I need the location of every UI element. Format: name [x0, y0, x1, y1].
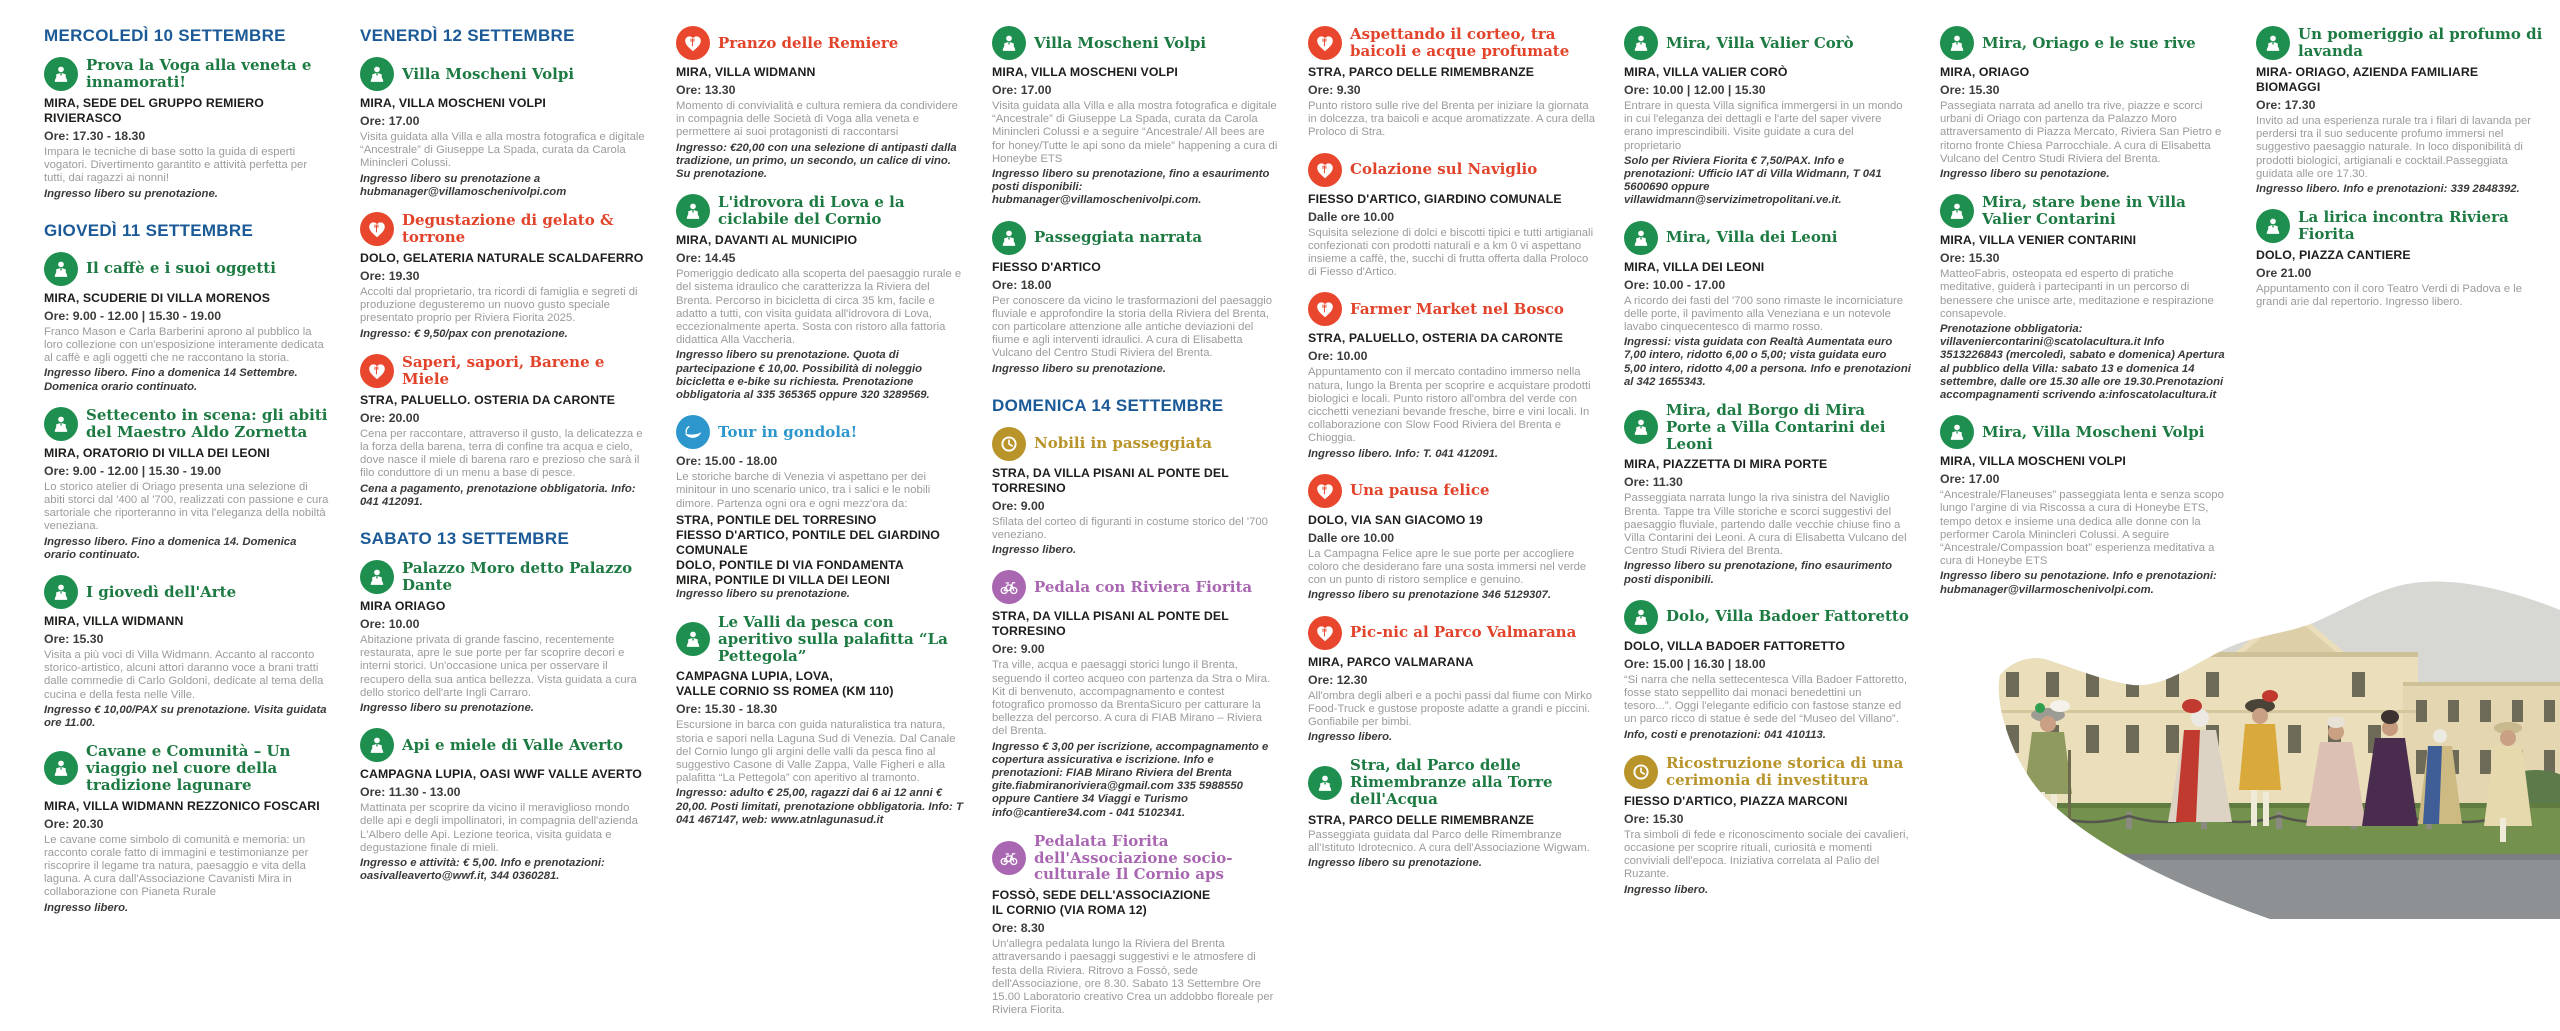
event-time: Ore: 15.30 [1940, 83, 2000, 97]
event-location: MIRA, VILLA VENIER CONTARINI [1940, 233, 2137, 248]
event-card [676, 614, 963, 827]
event-title: Un pomeriggio al profumo di lavanda [2298, 25, 2543, 60]
event-location: STRA, DA VILLA PISANI AL PONTE DEL TORRESINO [992, 609, 1229, 639]
event-note: Ingresso libero su prenotazione a hubmanager@villamoschenivolpi.com [360, 172, 567, 198]
event-title: Mira, stare bene in Villa Valier Contarini [1982, 193, 2186, 229]
event-card [44, 407, 331, 562]
column-2 [360, 26, 647, 1031]
event-time: Ore: 9.30 [1308, 83, 1361, 97]
column-4 [992, 26, 1279, 1031]
event-note: Ingresso libero. Info: T. 041 412091. [1308, 447, 1499, 460]
event-card [676, 415, 963, 601]
event-location: STRA, PALUELLO, OSTERIA DA CARONTE [1308, 331, 1564, 346]
event-note: Info, costi e prenotazioni: 041 410113. [1624, 728, 1826, 741]
event-title: Aspettando il corteo, tra baicoli e acque profumate [1350, 25, 1570, 60]
event-location: DOLO, GELATERIA NATURALE SCALDAFERRO [360, 251, 644, 266]
event-title: Palazzo Moro detto Palazzo Dante [402, 559, 633, 595]
event-location: DOLO, VIA SAN GIACOMO 19 [1308, 512, 1483, 527]
event-title: L'idrovora di Lova e la ciclabile del Cornio [718, 193, 905, 229]
person-reading-guided-visit-icon [1624, 600, 1658, 634]
event-head [676, 26, 963, 60]
event-note: Ingresso: €20,00 con una selezione di antipasti dalla tradizione, un primo, un secondo, un calice di vino. Su prenotazione. [676, 141, 957, 181]
event-head [1624, 755, 1911, 789]
event-note: Ingresso libero. [1308, 731, 1393, 744]
event-description: Le cavane come simbolo di comunità e memoria: un racconto corale fatto di immagini e testimonianze per riscoprire il legame tra natura, paesaggio e vita della laguna. A cura dall'Associazione Cavanisti Mira in collaborazione con Pianeta Rurale [44, 833, 309, 899]
event-note: Ingresso libero. Info e prenotazioni: 339 2848392. [2256, 183, 2520, 196]
event-location: MIRA, VILLA WIDMANN [44, 614, 184, 629]
event-head [992, 221, 1279, 255]
event-title: Saperi, sapori, Barene e Miele [402, 353, 605, 388]
event-time: Dalle ore 10.00 [1308, 209, 1395, 224]
event-time: Ore: 17.00 [1940, 472, 2000, 487]
event-location: VALLE CORNIO SS ROMEA (KM 110) [676, 684, 894, 699]
event-card [1624, 600, 1911, 742]
event-title: Passeggiata narrata [1034, 228, 1203, 247]
event-card [992, 26, 1279, 208]
clock-historic-event-icon [1624, 755, 1658, 789]
event-head [1308, 474, 1595, 508]
event-head [676, 614, 963, 664]
event-head [2256, 209, 2543, 243]
event-head [44, 57, 331, 91]
event-location: STRA, PARCO DELLE RIMEMBRANZE [1308, 812, 1535, 827]
person-reading-guided-visit-icon [44, 407, 78, 441]
person-reading-guided-visit-icon [1624, 410, 1658, 444]
event-head [1308, 153, 1595, 187]
heart-fork-food-tasting-icon [1308, 292, 1342, 326]
event-time: Ore: 17.30 [2256, 98, 2316, 112]
person-reading-guided-visit-icon [360, 728, 394, 762]
event-time: Ore: 20.00 [360, 410, 420, 425]
event-time: Ore: 19.30 [360, 269, 420, 284]
event-description: Per conoscere da vicino le trasformazioni del paesaggio fluviale e approfondire la storia della Riviera del Brenta, con particolare attenzione alle antiche deviazioni del fiume e agli interventi idraulici. A cura di Elisabetta Vulcano del Centro Studi Riviera del Brenta. [992, 294, 1273, 360]
person-reading-guided-visit-icon [1940, 26, 1974, 60]
person-reading-guided-visit-icon [1308, 766, 1342, 800]
event-card [1308, 757, 1595, 870]
heart-fork-food-tasting-icon [1308, 153, 1342, 187]
event-card [44, 252, 331, 394]
event-card [1940, 194, 2227, 402]
event-card [1624, 402, 1911, 587]
event-time: Ore: 11.30 [1624, 475, 1683, 490]
column-5 [1308, 26, 1595, 1031]
event-description: Appuntamento con il coro Teatro Verdi di Padova e le grandi arie dal repertorio. Ingresso libero. [2256, 283, 2523, 309]
event-description: Abitazione privata di grande fascino, recentemente restaurata, apre le sue porte per far scoprire decori e interni storici. Un'occasione unica per osservare il recupero della sua antica bellezza. Vista guidata a cura dello storico dell'arte Ingli Carraro. [360, 634, 637, 699]
event-head [1624, 402, 1911, 452]
event-time: Ore: 15.00 | 16.30 | 18.00 [1624, 656, 1766, 671]
person-reading-guided-visit-icon [44, 57, 78, 91]
event-location: FIESSO D'ARTICO [992, 259, 1101, 274]
event-title: Pranzo delle Remiere [718, 33, 899, 52]
event-card [360, 212, 647, 341]
heart-fork-food-tasting-icon [1308, 26, 1342, 60]
event-time: Ore: 17.30 - 18.30 [44, 129, 146, 143]
event-location: FIESSO D'ARTICO, PIAZZA MARCONI [1624, 793, 1848, 808]
day-header: GIOVEDÌ 11 SETTEMBRE [44, 220, 254, 240]
person-reading-guided-visit-icon [2256, 209, 2290, 243]
event-description: Visita guidata alla Villa e alla mostra fotografica e digitale “Ancestrale” di Giuseppe La Spada, curata da Carola Minincleri Colussi. [360, 131, 645, 170]
event-head [360, 560, 647, 594]
person-reading-guided-visit-icon [44, 751, 78, 785]
event-card [1624, 221, 1911, 389]
event-note: Ingresso libero. Fino a domenica 14. Domenica orario continuato. [44, 535, 297, 561]
event-description: Pomeriggio dedicato alla scoperta del paesaggio rurale e del sistema idraulico che caratterizza la Riviera del Brenta. Percorso in bicicletta di circa 35 km, facile e adatto a tutti, con visita guidata all'idrovora di Lova, eccezionalmente aperta. Sosta con ristoro alla fattoria didattica Alla Vaccheria. [676, 268, 962, 347]
event-location: CAMPAGNA LUPIA, OASI WWF VALLE AVERTO [360, 767, 642, 782]
event-title: Settecento in scena: gli abiti del Maestro Aldo Zornetta [86, 406, 328, 441]
event-head [992, 427, 1279, 461]
event-location: MIRA ORIAGO [360, 599, 446, 614]
person-reading-guided-visit-icon [676, 194, 710, 228]
event-time: Ore: 10.00 | 12.00 | 15.30 [1624, 83, 1766, 97]
event-time: Ore: 9.00 [992, 642, 1045, 657]
event-time: Dalle ore 10.00 [1308, 530, 1395, 545]
event-time: Ore: 18.00 [992, 277, 1052, 292]
event-title: Villa Moscheni Volpi [1034, 33, 1207, 52]
event-card [44, 575, 331, 730]
event-location: MIRA, VILLA VALIER CORÒ [1624, 65, 1788, 79]
event-description: Appuntamento con il mercato contadino immerso nella natura, lungo la Brenta per scoprire e acquistare prodotti biologici e locali. Punto ristoro all'ombra del verde con cicchetti veneziani bevande fresche, birre e vini locali. In collaborazione con Slow Food Riviera del Brenta e Chioggia. [1308, 366, 1591, 445]
event-note: Ingressi: vista guidata con Realtà Aumentata euro 7,00 intero, ridotto 6,00 o 5,00; vista guidata euro 5,00 intero, ridotto 4,00 a persona. Info e prenotazioni al 342 1655343. [1624, 336, 1911, 388]
event-head [676, 415, 963, 449]
event-head [360, 57, 647, 91]
event-card [676, 194, 963, 402]
event-head [1940, 415, 2227, 449]
event-head [992, 833, 1279, 883]
event-card [44, 743, 331, 915]
event-note: Ingresso libero su penotazione. [1940, 168, 2110, 181]
event-card [1624, 26, 1911, 208]
event-note: Ingresso libero. [992, 544, 1077, 557]
event-description: Mattinata per scoprire da vicino il meraviglioso mondo delle api e degli impollinatori, in compagnia dell'azienda L'Albero delle Api. Lezione teorica, visita guidata e degustazione finale di mieli. [360, 802, 638, 854]
event-location: FIESSO D'ARTICO, GIARDINO COMUNALE [1308, 191, 1562, 206]
person-reading-guided-visit-icon [676, 622, 710, 656]
event-location: IL CORNIO (VIA ROMA 12) [992, 903, 1147, 918]
person-reading-guided-visit-icon [360, 560, 394, 594]
heart-fork-food-tasting-icon [1308, 616, 1342, 650]
event-note: Ingresso libero su prenotazione. [44, 187, 218, 200]
event-time: Ore: 10.00 [360, 617, 420, 632]
event-location: DOLO, PIAZZA CANTIERE [2256, 248, 2411, 263]
event-description: Punto ristoro sulle rive del Brenta per iniziare la giornata in dolcezza, tra baicoli e acque aromatizzate. A cura della Proloco di Stra. [1308, 100, 1595, 139]
heart-fork-food-tasting-icon [360, 354, 394, 388]
event-title: Pedalata Fiorita dell'Associazione socio-culturale Il Cornio aps [1034, 831, 1233, 884]
person-reading-guided-visit-icon [1624, 221, 1658, 255]
event-card [992, 427, 1279, 558]
parade-photo-illustration [1948, 560, 2560, 919]
event-title: Mira, Villa Valier Corò [1666, 33, 1854, 52]
event-location: CAMPAGNA LUPIA, LOVA, [676, 669, 833, 684]
event-description: Cena per raccontare, attraverso il gusto, la delicatezza e la forza della barena, terra di confine tra acqua e cielo, dove nasce il miele di barena raro e prezioso che sarà il filo conduttore di un menu a base di pesce. [360, 427, 643, 480]
person-reading-guided-visit-icon [1940, 194, 1974, 228]
event-description: Squisita selezione di dolci e biscotti tipici e tutti artigianali confezionati con prodotti naturali e a km 0 vi aspettano insieme a caffè, the, succhi di frutta offerta dalla Proloco di Fiesso d'Artico. [1308, 226, 1594, 279]
event-card [1308, 153, 1595, 280]
event-title: Le Valli da pesca con aperitivo sulla palafitta “La Pettegola” [718, 613, 948, 665]
event-note: Ingresso libero su prenotazione, fino esaurimento posti disponibili. [1624, 560, 1893, 586]
event-title: Farmer Market nel Bosco [1350, 300, 1564, 319]
event-title: Nobili in passeggiata [1034, 434, 1213, 453]
event-card [992, 833, 1279, 1018]
event-title: Stra, dal Parco delle Rimembranze alla Torre dell'Acqua [1350, 756, 1553, 809]
column-6 [1624, 26, 1911, 1031]
event-time: Ore: 11.30 - 13.00 [360, 785, 461, 800]
event-title: Pedala con Riviera Fiorita [1034, 578, 1253, 597]
event-description: La Campagna Felice apre le sue porte per accogliere coloro che desiderano fare una sosta immersi nel verde con un punto di ristoro semplice e genuino. [1308, 547, 1587, 587]
event-head [360, 212, 647, 246]
event-title: Il caffè e i suoi oggetti [86, 259, 276, 278]
event-location: MIRA, DAVANTI AL MUNICIPIO [676, 233, 858, 248]
event-note: Ingresso € 3,00 per iscrizione, accompagnamento e copertura assicurativa e iscrizione. Info e prenotazioni: FIAB Mirano Riviera del Brenta gite.fiabmiranoriviera@gmail.com 335 5988550 oppure Cantiere 34 Viaggi e Turismo info@cantiere34.com - 041 5102341. [992, 740, 1269, 819]
event-head [992, 570, 1279, 604]
bicycle-ride-icon [992, 841, 1026, 875]
event-title: Villa Moscheni Volpi [402, 64, 575, 83]
event-head [1308, 757, 1595, 807]
person-reading-guided-visit-icon [1624, 26, 1658, 60]
clock-historic-event-icon [992, 427, 1026, 461]
event-card [1308, 26, 1595, 140]
event-description: All'ombra degli alberi e a pochi passi dal fiume con Mirko Food-Truck e gustose proposte adatte a grandi e piccini. Gonfiabile per bimbi. [1308, 689, 1593, 729]
event-description: Un'allegra pedalata lungo la Riviera del Brenta attraversando i paesaggi suggestivi e le atmosfere di festa della Riviera. Ritrovo a Fossò, sede dell'Associazione, ore 8.30. Sabato 13 Settembre Ore 15.00 Laboratorio creativo Crea un addobbo floreale per Riviera Fiorita. [992, 938, 1274, 1017]
event-time: Ore: 10.00 [1308, 349, 1368, 364]
event-card [360, 354, 647, 509]
event-note: Ingresso libero su prenotazione 346 5129307. [1308, 589, 1551, 602]
event-location: MIRA, PARCO VALMARANA [1308, 654, 1474, 669]
event-description: Sfilata del corteo di figuranti in costume storico del '700 veneziano. [992, 515, 1268, 542]
event-title: Prova la Voga alla veneta e innamorati! [86, 56, 312, 91]
event-description: Tra ville, acqua e paesaggi storici lungo il Brenta, seguendo il corteo acqueo con partenza da Stra o Mira. Kit di benvenuto, accompagnamento e contest fotografico promosso da BrentaSicuro per catturare la bellezza del percorso. A cura di FIAB Mirano – Riviera del Brenta. [992, 659, 1271, 738]
event-head [676, 194, 963, 228]
event-time: Ore: 12.30 [1308, 672, 1368, 687]
event-location: MIRA, ORATORIO DI VILLA DEI LEONI [44, 445, 270, 460]
event-description: “Si narra che nella settecentesca Villa Badoer Fattoretto, fosse stato seppellito dai monaci benedettini un tesoro...”. Oggi l'elegante edificio con fastose stanze ed un parco ricco di statue è sede del “Museo del Villano”. [1624, 673, 1907, 726]
event-location: STRA, PALUELLO. OSTERIA DA CARONTE [360, 392, 616, 407]
event-note: Ingresso libero. [44, 901, 129, 914]
event-note: Ingresso libero. Fino a domenica 14 Settembre. Domenica orario continuato. [44, 367, 298, 393]
event-time: Ore: 10.00 - 17.00 [1624, 277, 1726, 292]
day-header: VENERDÌ 12 SETTEMBRE [360, 26, 575, 45]
bicycle-ride-icon [992, 570, 1026, 604]
event-time: Ore 21.00 [2256, 266, 2312, 281]
event-description: A ricordo dei fasti del '700 sono rimaste le incorniciature delle porte, il pavimento alla Veneziana e un notevole lavabo cinquecentesco di marmo rosso. [1624, 294, 1904, 334]
heart-fork-food-tasting-icon [676, 26, 710, 60]
event-time: Ore: 15.30 - 18.30 [676, 702, 778, 717]
person-reading-guided-visit-icon [44, 575, 78, 609]
day-header: SABATO 13 SETTEMBRE [360, 529, 570, 549]
gondola-boat-icon [676, 415, 710, 449]
event-card [1308, 292, 1595, 460]
event-title: I giovedì dell'Arte [86, 582, 237, 601]
event-title: Ricostruzione storica di una cerimonia di investitura [1666, 754, 1904, 789]
event-time: Ore: 13.30 [676, 83, 736, 97]
event-note: Ingresso e attività: € 5,00. Info e prenotazioni: oasivalleaverto@wwf.it, 344 0360281. [360, 857, 605, 883]
event-time: Ore: 9.00 - 12.00 | 15.30 - 19.00 [44, 308, 222, 323]
event-description: Franco Mason e Carla Barberini aprono al pubblico la loro collezione con un'esposizione interamente dedicata al caffè e agli oggetti che ne raccontano la storia. [44, 325, 324, 365]
event-departure-point: FIESSO D'ARTICO, PONTILE DEL GIARDINO COMUNALE [676, 527, 940, 557]
event-location: MIRA- ORIAGO, AZIENDA FAMILIARE BIOMAGGI [2256, 65, 2479, 94]
event-card [1624, 755, 1911, 897]
event-description: Escursione in barca con guida naturalistica tra natura, storia e sapori nella Laguna Sud di Venezia. Dal Canale del Cornio lungo gli argini delle valli da pesca fino al suggestivo Casone di Valle Zappa, Valle Figheri e alla palafitta “La Pettegola” con aperitivo al tramonto. [676, 719, 956, 785]
event-location: MIRA, SEDE DEL GRUPPO REMIERO RIVIERASCO [44, 96, 264, 125]
event-card [1940, 26, 2227, 181]
event-card [1308, 474, 1595, 603]
event-time: Ore: 15.30 [1624, 811, 1684, 826]
event-note: Solo per Riviera Fiorita € 7,50/PAX. Info e prenotazioni: Ufficio IAT di Villa Widmann, T 041 5600690 oppure villawidmann@servizimetropolitani.ve.it. [1624, 154, 1882, 207]
event-head [1624, 600, 1911, 634]
event-location: MIRA, VILLA WIDMANN REZZONICO FOSCARI [44, 798, 320, 813]
event-head [360, 354, 647, 388]
event-note: Ingresso libero su prenotazione. [992, 362, 1166, 375]
event-head [44, 575, 331, 609]
heart-fork-food-tasting-icon [1308, 474, 1342, 508]
event-departure-point: DOLO, PONTILE DI VIA FONDAMENTA [676, 557, 904, 572]
event-description: Tra simboli di fede e riconoscimento sociale dei cavalieri, occasione per scoprire rituali, curiosità e momenti conviviali dell'epoca. Iniziativa correlata al Palio del Ruzante. [1624, 828, 1909, 881]
event-note: Ingresso libero su prenotazione. [1308, 857, 1482, 870]
event-head [1308, 26, 1595, 60]
day-header: DOMENICA 14 SETTEMBRE [992, 395, 1224, 415]
event-title: Mira, dal Borgo di Mira Porte a Villa Contarini dei Leoni [1666, 401, 1886, 453]
event-head [44, 407, 331, 441]
event-head [1624, 221, 1911, 255]
event-time: Ore: 15.30 [1940, 251, 2000, 266]
event-description: Passeggiata narrata lungo la riva sinistra del Naviglio Brenta. Tappe tra Ville storiche e scorci suggestivi del paesaggio fluviale, partendo dalle vecchie chiuse fino a Villa Contarini dei Leoni. A cura di Elisabetta Vulcano del Centro Studi Riviera del Brenta. [1624, 492, 1907, 558]
event-description: Momento di convivialità e cultura remiera da condividere in compagnia delle Società di Voga alla veneta e permettere ai suoi protagonisti di raccontarsi [676, 100, 958, 139]
event-title: Mira, Villa Moscheni Volpi [1982, 422, 2205, 441]
event-card [1308, 616, 1595, 745]
event-title: Cavane e Comunità – Un viaggio nel cuore della tradizione lagunare [86, 742, 291, 794]
event-time: Ore: 14.45 [676, 251, 736, 266]
event-departure-point: MIRA, PONTILE DI VILLA DEI LEONI [676, 572, 890, 587]
event-head [1940, 194, 2227, 228]
event-title: La lirica incontra Riviera Fiorita [2298, 208, 2509, 244]
event-head [360, 728, 647, 762]
event-location: MIRA, VILLA MOSCHENI VOLPI [1940, 454, 2126, 469]
event-description: Visita a più voci di Villa Widmann. Accanto al racconto storico-artistico, alcuni attori daranno voce a brani tratti dalle commedie di Carlo Goldoni, dedicate al tema della cucina e della festa nelle Ville. [44, 649, 324, 701]
event-title: Dolo, Villa Badoer Fattoretto [1666, 607, 1909, 626]
event-description: Passegiata narrata ad anello tra rive, piazze e scorci urbani di Oriago con partenza da Palazzo Moro attraversamento di Piazza Mercato, Riviera San Pietro e ritorno fronte Chiesa Parrocchiale. A cura di Elisabetta Vulcano del Centro Studi Riviera del Brenta. [1940, 100, 2222, 165]
event-card [992, 570, 1279, 819]
heart-fork-food-tasting-icon [360, 212, 394, 246]
event-description: Passeggiata guidata dal Parco delle Rimembranze all'Istituto Idrotecnico. A cura dell'Associazione Wigwam. [1308, 828, 1590, 855]
event-card [992, 221, 1279, 376]
event-note: Ingresso libero su prenotazione. [676, 587, 850, 600]
event-note: Ingresso libero su penotazione. Info e prenotazioni: hubmanager@villarmoschenivolpi.com. [1940, 570, 2217, 596]
event-time: Ore: 17.00 [992, 83, 1052, 97]
event-note: Prenotazione obbligatoria: villaveniercontarini@scatolacultura.it Info 3513226843 (mercoledì, sabato e domenica) Apertura al pubblico della Villa: sabato 13 e domenica 14 settembre, dalle ore 15.30 alle ore 19.30.Prenotazioni accompagnamenti scrivendo a:infoscatolacultura.it [1940, 323, 2225, 402]
event-location: MIRA, VILLA WIDMANN [676, 65, 816, 79]
event-departure-point: STRA, PONTILE DEL TORRESINO [676, 512, 877, 527]
event-head [44, 743, 331, 793]
event-card [44, 57, 331, 201]
event-head [1308, 292, 1595, 326]
event-note: Ingresso libero su prenotazione. Quota di partecipazione € 10,00. Possibilità di noleggio bicicletta e e-bike su richiesta. Prenotazione obbligatoria al 335 365365 oppure 320 3289569. [676, 349, 930, 402]
event-note: Cena a pagamento, prenotazione obbligatoria. Info: 041 412091. [360, 482, 636, 508]
event-note: Ingresso libero su prenotazione, fino a esaurimento posti disponibili: hubmanager@villamoschenivolpi.com. [992, 168, 1270, 207]
event-description: Le storiche barche di Venezia vi aspettano per dei minitour in uno scenario unico, tra i salici e le nobili dimore. Partenza ogni ora e ogni mezz'ora da: [676, 471, 931, 510]
event-head [1624, 26, 1911, 60]
event-head [2256, 26, 2543, 60]
day-header: MERCOLEDÌ 10 SETTEMBRE [44, 26, 286, 45]
event-location: STRA, PARCO DELLE RIMEMBRANZE [1308, 65, 1535, 79]
event-title: Una pausa felice [1350, 481, 1490, 500]
event-time: Ore: 8.30 [992, 921, 1045, 936]
historic-parade-photo [1948, 560, 2560, 919]
event-description: Invito ad una esperienza rurale tra i filari di lavanda per perdersi tra il suo seducente profumo immersi nel suggestivo paesaggio naturale. In loco disponibilità di prodotti biologici, artigianali e cocktail.Passeggiata guidata alle ore 17.30. [2256, 115, 2532, 180]
event-head [1940, 26, 2227, 60]
event-card [2256, 209, 2543, 309]
event-note: Ingresso € 10,00/PAX su prenotazione. Visita guidata ore 11.00. [44, 703, 327, 730]
event-location: MIRA, ORIAGO [1940, 65, 2030, 79]
event-time: Ore: 9.00 - 12.00 | 15.30 - 19.00 [44, 463, 222, 478]
event-card [360, 728, 647, 883]
event-location: MIRA, VILLA MOSCHENI VOLPI [992, 65, 1178, 79]
event-note: Ingresso: adulto € 25,00, ragazzi dai 6 ai 12 anni € 20,00. Posti limitati, prenotazione obbligatoria. Info: T 041 467147, web: www.atnlagunasud.it [676, 787, 963, 826]
person-reading-guided-visit-icon [44, 252, 78, 286]
event-title: Mira, Villa dei Leoni [1666, 228, 1838, 247]
event-location: FOSSÒ, SEDE DELL'ASSOCIAZIONE [992, 888, 1211, 903]
event-title: Mira, Oriago e le sue rive [1982, 33, 2196, 52]
event-location: MIRA, VILLA DEI LEONI [1624, 259, 1765, 274]
person-reading-guided-visit-icon [1940, 415, 1974, 449]
column-1 [44, 26, 331, 1031]
event-time: Ore: 17.00 [360, 114, 420, 128]
event-description: Entrare in questa Villa significa immergersi in un mondo in cui l'eleganza dei dettagli e l'arte del saper vivere erano imprescindibili. Visite guidate a cura del proprietario [1624, 100, 1903, 152]
event-time: Ore: 15.30 [44, 632, 104, 647]
event-card [676, 26, 963, 181]
event-time: Ore: 20.30 [44, 816, 104, 831]
event-time: Ore: 15.00 - 18.00 [676, 454, 778, 469]
event-description: Visita guidata alla Villa e alla mostra fotografica e digitale “Ancestrale” di Giuseppe La Spada, curata da Carola Minincleri Colussi e a seguire “Ancestrale/ All bees are for honey/Tutte le api sono da miele” happening a cura di Honeybe ETS [992, 100, 1278, 165]
event-location: DOLO, VILLA BADOER FATTORETTO [1624, 638, 1846, 653]
event-card [360, 57, 647, 199]
event-description: Accolti dal proprietario, tra ricordi di famiglia e segreti di produzione degusteremo un nuovo gusto speciale presentato proprio per Riviera Fiorita 2025. [360, 286, 638, 325]
event-location: MIRA, VILLA MOSCHENI VOLPI [360, 96, 546, 110]
event-location: MIRA, SCUDERIE DI VILLA MORENOS [44, 290, 271, 305]
event-description: “Ancestrale/Flaneuses” passeggiata lenta e senza scopo lungo l'argine di via Riscossa a cura di Honeybe ETS, tempo detox e insieme una dedica alle donne con la performer Carola Minincleri Colussi. A seguire “Ancestrale/Compassion boat” esperienza meditativa a cura di Honeybe ETS [1940, 489, 2224, 568]
event-title: Api e miele di Valle Averto [402, 735, 624, 754]
event-description: Impara le tecniche di base sotto la guida di esperti vogatori. Divertimento garantito e attività perfetta per tutti, dai ragazzi ai nonni! [44, 146, 308, 185]
event-note: Ingresso libero. [1624, 883, 1709, 896]
event-description: Lo storico atelier di Oriago presenta una selezione di abiti storci dal '400 al '700, realizzati con passione e cura sartoriale che riporteranno in vita l'eleganza della nobiltà veneziana. [44, 480, 329, 533]
event-head [992, 26, 1279, 60]
person-reading-guided-visit-icon [360, 57, 394, 91]
event-head [44, 252, 331, 286]
event-time: Ore: 9.00 [992, 498, 1045, 513]
event-title: Colazione sul Naviglio [1350, 160, 1538, 179]
event-head [1308, 616, 1595, 650]
event-card [2256, 26, 2543, 196]
event-note: Ingresso libero su prenotazione. [360, 702, 534, 715]
person-reading-guided-visit-icon [992, 26, 1026, 60]
event-card [360, 560, 647, 715]
event-location: MIRA, PIAZZETTA DI MIRA PORTE [1624, 457, 1828, 472]
column-3 [676, 26, 963, 1031]
event-title: Pic-nic al Parco Valmarana [1350, 623, 1577, 642]
event-title: Degustazione di gelato & torrone [402, 211, 614, 247]
person-reading-guided-visit-icon [992, 221, 1026, 255]
event-description: MatteoFabris, osteopata ed esperto di pratiche meditative, guiderà i partecipanti in un percorso di benessere che unisce arte, meditazione e respirazione consapevole. [1940, 268, 2214, 320]
person-reading-guided-visit-icon [2256, 26, 2290, 60]
event-title: Tour in gondola! [718, 422, 858, 441]
event-note: Ingresso: € 9,50/pax con prenotazione. [360, 327, 568, 340]
event-location: STRA, DA VILLA PISANI AL PONTE DEL TORRESINO [992, 465, 1229, 495]
